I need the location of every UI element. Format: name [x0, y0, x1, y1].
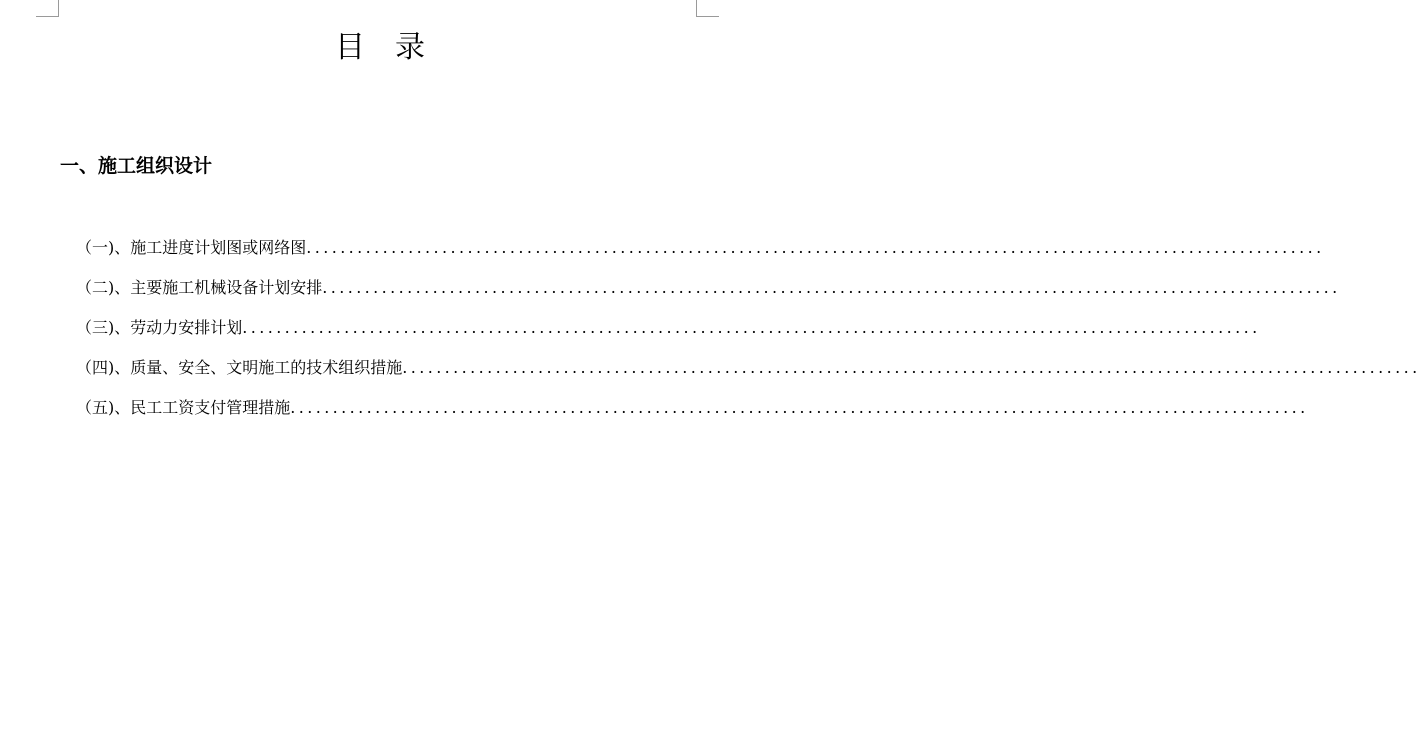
- toc-entry-3[interactable]: [76, 315, 1261, 355]
- toc-entry-5[interactable]: [76, 395, 1309, 435]
- section-heading: 一、施工组织设计: [60, 155, 213, 177]
- dot-leader: ........................................................................................................................: [242, 318, 1261, 337]
- toc-entry-label: （二)、主要施工机械设备计划安排: [76, 278, 323, 297]
- toc-entry-4[interactable]: [76, 355, 1421, 395]
- dot-leader: ........................................................................................................................: [402, 358, 1421, 377]
- dot-leader: ........................................................................................................................: [306, 238, 1325, 257]
- toc-entry-label: （四)、质量、安全、文明施工的技术组织措施: [76, 358, 403, 377]
- document-title: 目录: [335, 30, 455, 65]
- toc-entry-2[interactable]: [76, 275, 1341, 315]
- crop-mark-top-right: [696, 0, 719, 17]
- toc-entry-label: （三)、劳动力安排计划: [76, 318, 243, 337]
- dot-leader: ........................................................................................................................: [322, 278, 1341, 297]
- toc-entry-label: （一)、施工进度计划图或网络图: [76, 238, 307, 257]
- toc-entry-label: （五)、民工工资支付管理措施: [76, 398, 291, 417]
- toc-entry-1[interactable]: [76, 235, 1325, 275]
- toc-list: [76, 235, 1421, 435]
- crop-mark-top-left: [36, 0, 59, 17]
- dot-leader: ........................................................................................................................: [290, 398, 1309, 417]
